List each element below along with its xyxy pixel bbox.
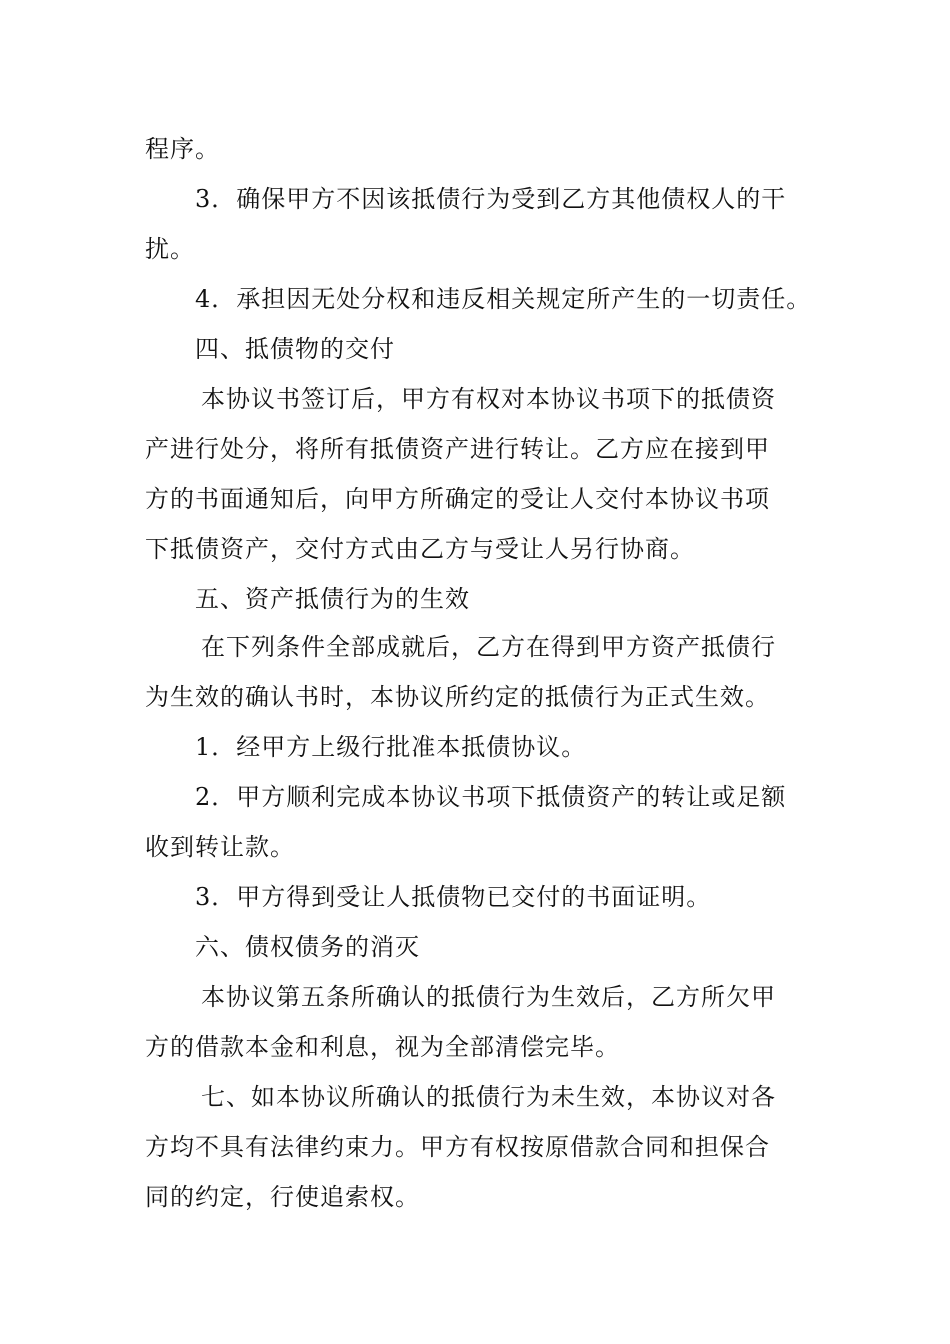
section-7-paragraph — [145, 1072, 810, 1222]
text-line: 收到转让款。 — [145, 833, 295, 861]
paragraph-condition-1 — [145, 722, 810, 772]
text-line: 方的借款本金和利息，视为全部清偿完毕。 — [145, 1033, 620, 1061]
text-line: 扰。 — [145, 235, 195, 263]
text-line: 下抵债资产，交付方式由乙方与受让人另行协商。 — [145, 535, 695, 563]
paragraph-effectiveness — [145, 622, 810, 722]
text-line: 为生效的确认书时，本协议所约定的抵债行为正式生效。 — [145, 683, 770, 711]
text-line: 六、债权债务的消灭 — [195, 933, 420, 961]
paragraph-clause-4-liability — [145, 274, 810, 324]
section-heading-5 — [145, 574, 810, 624]
text-line: 同的约定，行使追索权。 — [145, 1183, 420, 1211]
text-line: 本协议书签订后，甲方有权对本协议书项下的抵债资 — [201, 385, 776, 413]
paragraph-delivery — [145, 374, 810, 574]
text-line: 2．甲方顺利完成本协议书项下抵债资产的转让或足额 — [195, 783, 787, 811]
paragraph-condition-3 — [145, 872, 810, 922]
text-line: 4．承担因无处分权和违反相关规定所产生的一切责任。 — [195, 285, 812, 313]
text-line: 本协议第五条所确认的抵债行为生效后，乙方所欠甲 — [201, 983, 776, 1011]
section-heading-6 — [145, 922, 810, 972]
text-line: 七、如本协议所确认的抵债行为未生效，本协议对各 — [201, 1083, 776, 1111]
text-line: 在下列条件全部成就后，乙方在得到甲方资产抵债行 — [201, 633, 776, 661]
text-line: 1．经甲方上级行批准本抵债协议。 — [195, 733, 587, 761]
text-line: 程序。 — [145, 135, 220, 163]
text-line: 3．确保甲方不因该抵债行为受到乙方其他债权人的干 — [195, 185, 787, 213]
paragraph-condition-2 — [145, 772, 810, 872]
paragraph-clause-3-ensure — [145, 174, 810, 274]
paragraph-extinguishment — [145, 972, 810, 1072]
text-line: 四、抵债物的交付 — [195, 335, 395, 363]
text-line: 产进行处分，将所有抵债资产进行转让。乙方应在接到甲 — [145, 435, 770, 463]
text-line: 方的书面通知后，向甲方所确定的受让人交付本协议书项 — [145, 485, 770, 513]
section-heading-4 — [145, 324, 810, 374]
paragraph-procedure-end — [145, 124, 810, 174]
text-line: 方均不具有法律约束力。甲方有权按原借款合同和担保合 — [145, 1133, 770, 1161]
text-line: 3．甲方得到受让人抵债物已交付的书面证明。 — [195, 883, 712, 911]
text-line: 五、资产抵债行为的生效 — [195, 585, 470, 613]
